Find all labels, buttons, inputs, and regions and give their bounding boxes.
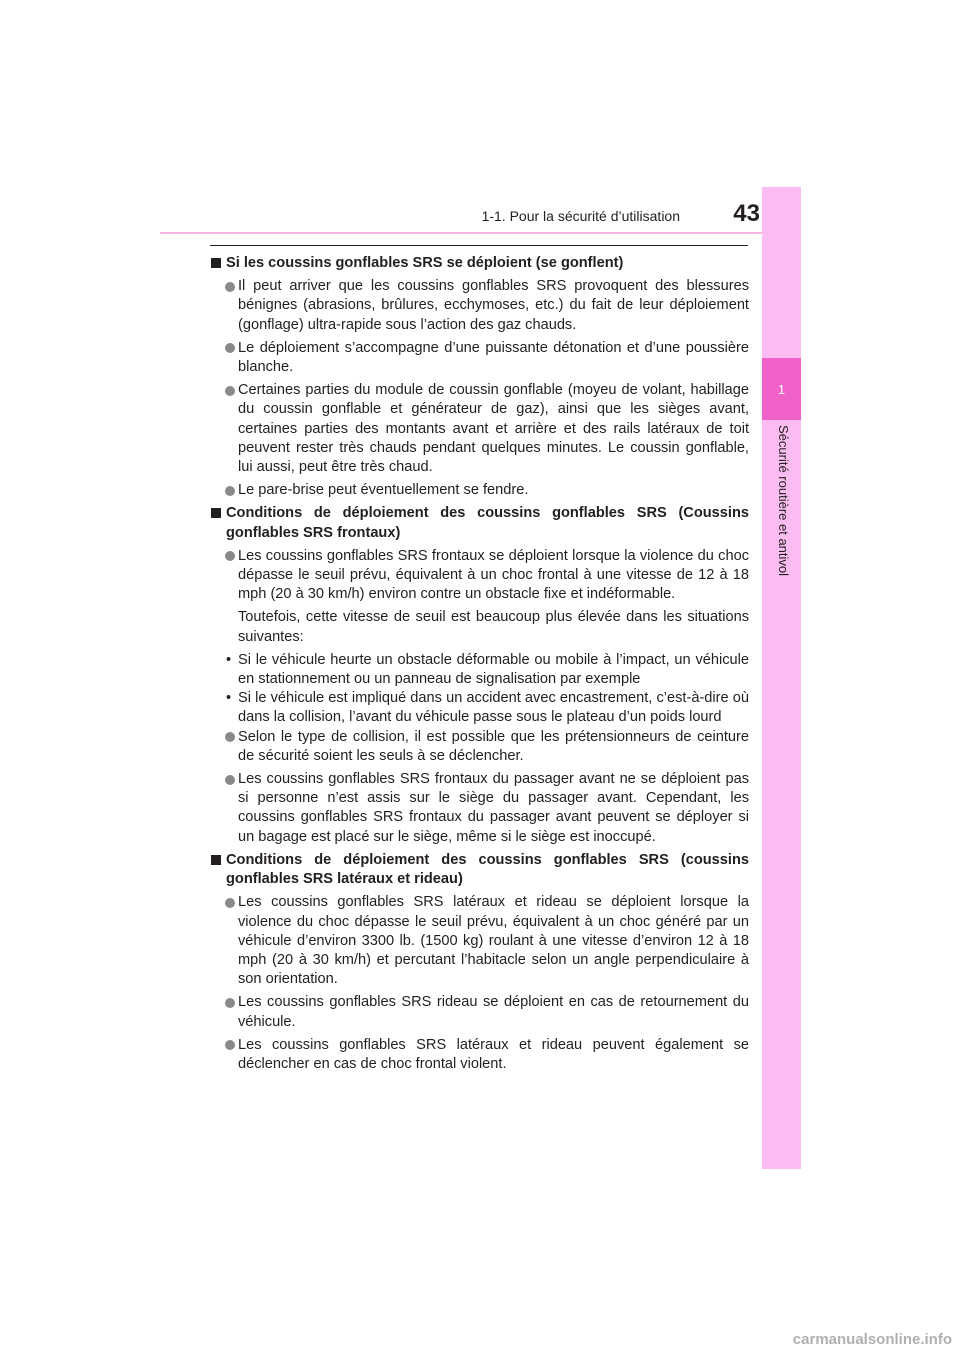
section-heading-text: Conditions de déploiement des coussins gonflables SRS (Coussins gonflables SRS frontaux) bbox=[226, 505, 749, 541]
bullet-text: Les coussins gonflables SRS frontaux se déploient lorsque la violence du choc dépasse le seuil prévu, équivalent à un choc frontal à une vitesse de 12 à 18 mph (20 à 30 km/h) environ contre un obstacle fixe et indéformable. bbox=[238, 547, 749, 603]
square-bullet-icon bbox=[211, 508, 221, 518]
bullet-item bbox=[209, 893, 749, 989]
bullet-text: Le déploiement s’accompagne d’une puissante détonation et d’une poussière blanche. bbox=[238, 339, 749, 376]
bullet-item bbox=[209, 381, 749, 477]
bullet-item bbox=[209, 728, 749, 766]
circle-bullet-icon bbox=[225, 343, 235, 353]
circle-bullet-icon bbox=[225, 551, 235, 561]
circle-bullet-icon bbox=[225, 998, 235, 1008]
bullet-item bbox=[209, 993, 749, 1031]
section-heading bbox=[209, 254, 749, 273]
circle-bullet-icon bbox=[225, 386, 235, 396]
sub-list-item bbox=[209, 689, 749, 727]
small-bullet-marker: • bbox=[226, 651, 232, 668]
circle-bullet-icon bbox=[225, 1040, 235, 1050]
bullet-text: Le pare-brise peut éventuellement se fendre. bbox=[238, 482, 529, 499]
bullet-text: Les coussins gonflables SRS latéraux et rideau peuvent également se déclencher en cas de choc frontal violent. bbox=[238, 1036, 749, 1072]
section-heading bbox=[209, 851, 749, 889]
content-top-rule bbox=[210, 245, 748, 246]
sub-list-text: Si le véhicule est impliqué dans un accident avec encastrement, c’est-à-dire où dans la collision, l’avant du véhicule passe sous le plateau d’un poids lourd bbox=[238, 690, 749, 726]
sub-list-item bbox=[209, 651, 749, 689]
chapter-side-tab bbox=[762, 187, 801, 1169]
page-content bbox=[209, 254, 749, 1078]
sub-list-text: Si le véhicule heurte un obstacle déformable ou mobile à l’impact, un véhicule en stationnement ou un panneau de signalisation par exemple bbox=[238, 651, 749, 688]
bullet-item bbox=[209, 339, 749, 377]
watermark-link[interactable]: carmanualsonline.info bbox=[792, 1331, 952, 1348]
bullet-text: Les coussins gonflables SRS rideau se déploient en cas de retournement du véhicule. bbox=[238, 994, 749, 1030]
running-header: 1-1. Pour la sécurité d’utilisation bbox=[481, 208, 680, 224]
small-bullet-marker: • bbox=[226, 690, 232, 707]
bullet-text: Certaines parties du module de coussin gonflable (moyeu de volant, habillage du coussin gonflable et générateur de gaz), ainsi que les sièges avant, certaines parties des montants avant et arrière et des rails latéraux de toit peuvent rester très chauds pendant quelques minutes. Le coussin gonflable, lui aussi, peut être très chaud. bbox=[238, 382, 749, 476]
bullet-item bbox=[209, 481, 749, 500]
chapter-title-vertical: Sécurité routière et antivol bbox=[776, 425, 791, 577]
circle-bullet-icon bbox=[225, 486, 235, 496]
page-number: 43 bbox=[733, 200, 760, 227]
bullet-item bbox=[209, 277, 749, 335]
section-heading bbox=[209, 504, 749, 542]
circle-bullet-icon bbox=[225, 732, 235, 742]
bullet-text: Les coussins gonflables SRS frontaux du passager avant ne se déploient pas si personne n’est assis sur le siège du passager avant. Cependant, les coussins gonflables SRS frontaux du passager avant peuvent se déployer si un bagage est placé sur le siège, même si le siège est inoccupé. bbox=[238, 771, 749, 845]
bullet-text: Selon le type de collision, il est possible que les prétensionneurs de ceinture de sécurité soient les seuls à se déclencher. bbox=[238, 728, 749, 764]
bullet-item bbox=[209, 547, 749, 605]
circle-bullet-icon bbox=[225, 898, 235, 908]
circle-bullet-icon bbox=[225, 282, 235, 292]
square-bullet-icon bbox=[211, 258, 221, 268]
bullet-text: Il peut arriver que les coussins gonflables SRS provoquent des blessures bénignes (abrasions, brûlures, ecchymoses, etc.) du fait de leur déploiement (gonflage) ultra-rapide sous l’action des gaz chauds. bbox=[238, 278, 749, 333]
section-heading-text: Conditions de déploiement des coussins gonflables SRS (coussins gonflables SRS latéraux et rideau) bbox=[226, 851, 749, 888]
bullet-item bbox=[209, 770, 749, 847]
section-heading-text: Si les coussins gonflables SRS se déploient (se gonflent) bbox=[226, 255, 624, 271]
header-rule bbox=[160, 232, 800, 234]
circle-bullet-icon bbox=[225, 775, 235, 785]
note-paragraph: Toutefois, cette vitesse de seuil est beaucoup plus élevée dans les situations suivantes: bbox=[238, 609, 749, 645]
square-bullet-icon bbox=[211, 855, 221, 865]
bullet-item bbox=[209, 1036, 749, 1074]
bullet-text: Les coussins gonflables SRS latéraux et rideau se déploient lorsque la violence du choc dépasse le seuil prévu, équivalent à un choc généré par un véhicule d’environ 3300 lb. (1500 kg) roulant à une vitesse d’environ 12 à 18 mph (20 à 30 km/h) et percutant l’habitacle selon un angle perpendiculaire à son orientation. bbox=[238, 894, 749, 988]
chapter-number-tab: 1 bbox=[762, 358, 801, 420]
